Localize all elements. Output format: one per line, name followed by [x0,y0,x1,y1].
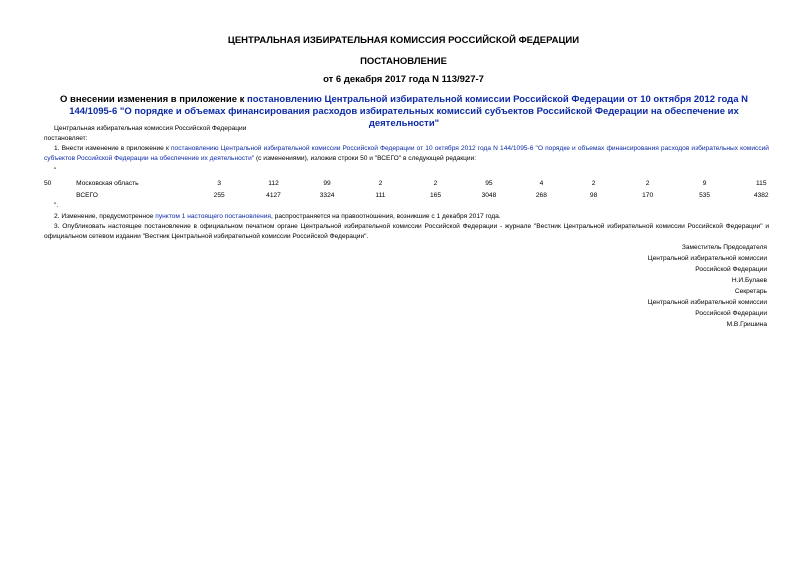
table-cell: 255 [213,192,225,199]
table-cell: 170 [642,192,654,199]
table-cell: 2 [591,180,596,187]
table-cell: 268 [535,192,547,199]
subject-prefix: О внесении изменения в приложение к [59,94,248,105]
intro-line-1: Центральная избирательная комиссия Российской Федерации [54,125,247,132]
table-row [44,178,789,190]
table-cell: 2 [433,180,438,187]
paragraph-2-link[interactable]: пунктом 1 настоящего постановления [155,213,271,220]
signature-line: Российской Федерации [695,266,767,273]
paragraph-1-suffix: (с изменениями), изложив строки 50 и "ВСЕГО" в следующей редакции: [254,155,477,162]
table-cell: 112 [268,180,279,187]
quote-close: ". [54,202,59,209]
table-cell: 4127 [266,192,281,199]
amendment-table [44,178,789,202]
date-number-heading: от 6 декабря 2017 года N 113/927-7 [323,74,484,85]
row-number: 50 [44,180,52,187]
quote-open: " [54,167,57,174]
table-cell: 111 [375,192,386,199]
row-name: Московская область [76,180,139,187]
intro-line-2: постановляет: [44,135,88,142]
table-cell: 95 [485,180,493,187]
paragraph-1-prefix: 1. Внести изменение в приложение к [54,145,171,152]
signature-line: Н.И.Булаев [731,277,767,284]
paragraph-2-prefix: 2. Изменение, предусмотренное [54,213,156,220]
table-cell: 535 [699,192,711,199]
row-name: ВСЕГО [76,192,98,199]
table-cell: 115 [755,180,767,187]
signature-line: Центральной избирательной комиссии [647,299,767,306]
signature-block [648,242,767,330]
paragraph-1 [44,144,769,164]
table-cell: 2 [645,180,650,187]
paragraph-3: 3. Опубликовать настоящее постановление в официальном печатном органе Центральной избирательной комиссии Российской Федерации - журнале "Вестник Центральной избирательной комиссии Российской Федерации" и официальном сетевом издании "Вестник Центральной избирательной комиссии Российской Федерации". [44,223,769,240]
signature-line: Секретарь [734,288,767,295]
signature-line: Заместитель Председателя [681,244,767,251]
table-cell: 4 [539,180,544,187]
table-row [44,190,789,202]
paragraph-2-suffix: , распространяется на правоотношения, возникшие с 1 декабря 2017 года. [270,213,501,220]
subject-link[interactable]: постановлению Центральной избирательной комиссии Российской Федерации от 10 октября 2012 года N 144/1095-6 "О порядке и объемах финансирования расходов избирательных комиссий субъектов Российской Федерации на обеспечение их деятельности" [69,94,748,129]
table-cell: 3048 [481,192,497,199]
authority-heading: ЦЕНТРАЛЬНАЯ ИЗБИРАТЕЛЬНАЯ КОМИССИЯ РОССИЙСКОЙ ФЕДЕРАЦИИ [227,35,580,46]
paragraph-2 [54,212,501,222]
table-cell: 99 [323,180,331,187]
table-cell: 9 [702,180,707,187]
table-cell: 3324 [319,192,335,199]
signature-line: Российской Федерации [695,310,767,317]
table-cell: 4382 [753,192,769,199]
table-cell: 165 [429,192,441,199]
signature-line: М.В.Гришина [726,321,767,328]
paragraph-1-link[interactable]: постановлению Центральной избирательной комиссии Российской Федерации от 10 октября 2012 года N 144/1095-6 "О порядке и объемах финансирования расходов избирательных комиссий субъектов Российской Федерации на обеспечение их деятельности" [44,145,769,162]
signature-line: Центральной избирательной комиссии [647,255,767,262]
document-type-heading: ПОСТАНОВЛЕНИЕ [360,56,447,67]
table-cell: 98 [589,192,598,199]
table-cell: 2 [378,180,383,187]
table-cell: 3 [217,180,222,187]
